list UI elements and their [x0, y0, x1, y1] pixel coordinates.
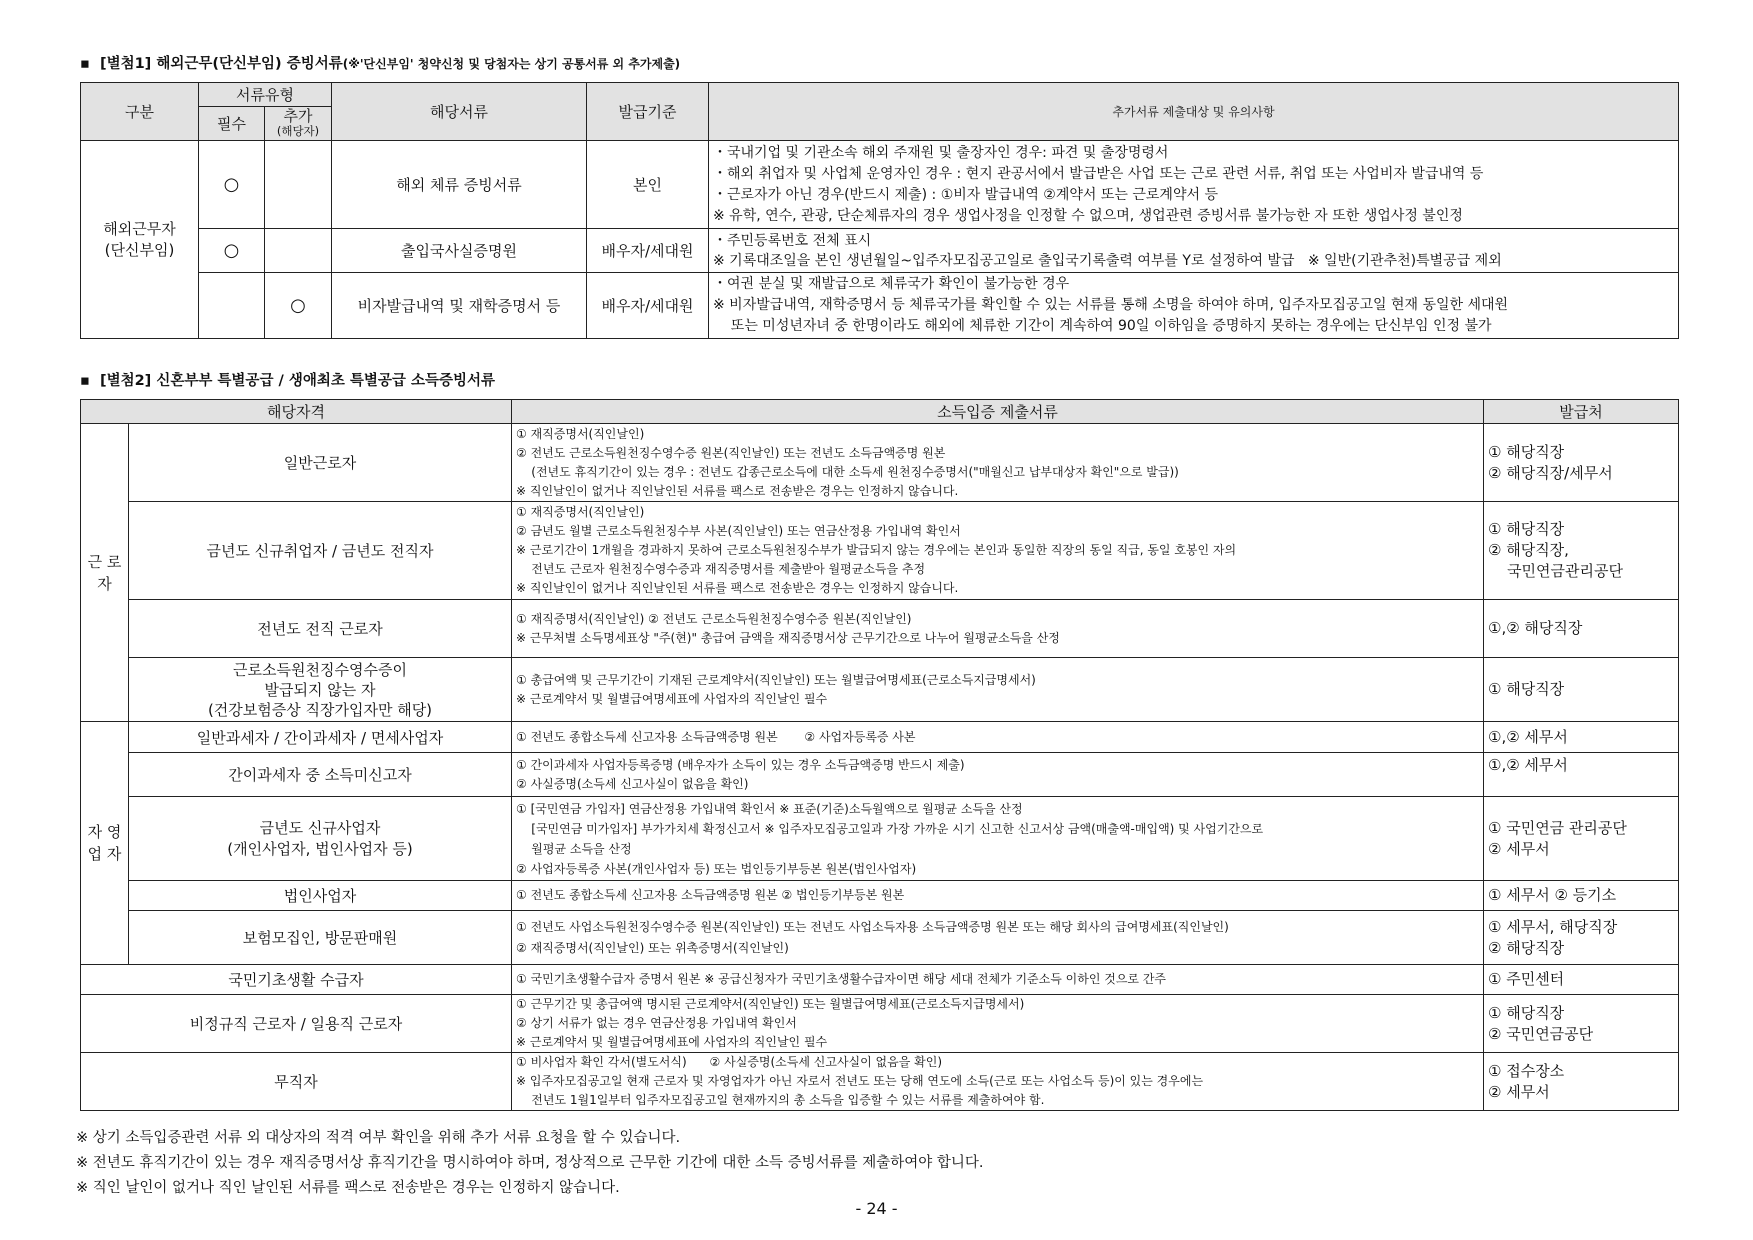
row2-additional [265, 229, 332, 273]
row2-document: 출입국사실증명원 [332, 229, 587, 273]
group-self-employed: 자 영 업 자 [81, 722, 129, 965]
row3-required [199, 273, 265, 339]
issuer-prev-year-transfer: ①,② 해당직장 [1484, 600, 1679, 658]
docs-corporate: ① 전년도 종합소득세 신고자용 소득금액증명 원본 ② 법인등기부등본 원본 [512, 881, 1484, 911]
hdr-additional-sub: (해당자) [276, 123, 320, 138]
row1-document: 해외 체류 증빙서류 [332, 141, 587, 229]
qual-new-business: 금년도 신규사업자 (개인사업자, 법인사업자 등) [129, 797, 512, 881]
hdr-additional: 추가 (해당자) [265, 107, 332, 141]
qual-new-hire: 금년도 신규취업자 / 금년도 전직자 [129, 502, 512, 600]
issuer-basic-livelihood: ① 주민센터 [1484, 965, 1679, 995]
issuer-new-hire: ① 해당직장 ② 해당직장, 국민연금관리공단 [1484, 502, 1679, 600]
row3-document: 비자발급내역 및 재학증명서 등 [332, 273, 587, 339]
attach2-table [80, 399, 1679, 1111]
hdr-income-docs: 소득입증 제출서류 [512, 400, 1484, 424]
row3-basis: 배우자/세대원 [587, 273, 709, 339]
issuer-taxpayer: ①,② 세무서 [1484, 722, 1679, 753]
docs-regular-worker: ① 재직증명서(직인날인) ② 전년도 근로소득원천징수영수증 원본(직인날인) 또는 전년도 소득금액증명 원본 (전년도 휴직기간이 있는 경우 : 전년도 갑종근로소득에 대한 소득세 원천징수증명서("매월신고 납부대상자 확인"으로 발급)) ※ 직인날인이 없거나 직인날인된 서류를 팩스로 전송받은 경우는 인정하지 않습니다. [512, 424, 1484, 502]
hdr-category: 구분 [81, 83, 199, 141]
attach1-title: ▪ [별첨1] 해외근무(단신부임) 증빙서류(※'단신부임' 청약신청 및 당첨자는 상기 공통서류 외 추가제출) [80, 56, 681, 72]
qual-prev-year-transfer: 전년도 전직 근로자 [129, 600, 512, 658]
issuer-unemployed: ① 접수장소 ② 세무서 [1484, 1053, 1679, 1111]
hdr-document: 해당서류 [332, 83, 587, 141]
docs-new-hire: ① 재직증명서(직인날인) ② 금년도 월별 근로소득원천징수부 사본(직인날인) 또는 연금산정용 가입내역 확인서 ※ 근로기간이 1개월을 경과하지 못하여 근로소득원천징수부가 발급되지 않는 경우에는 본인과 동일한 직장의 동일 직급, 동일 호봉인 자의 전년도 근로자 원천징수영수증과 재직증명서를 제출받아 월평균소득을 추정 ※ 직인날인이 없거나 직인날인된 서류를 팩스로 전송받은 경우는 인정하지 않습니다. [512, 502, 1484, 600]
docs-unemployed: ① 비사업자 확인 각서(별도서식) ② 사실증명(소득세 신고사실이 없음을 확인) ※ 입주자모집공고일 현재 근로자 및 자영업자가 아닌 자로서 전년도 또는 당해 연도에 소득(근로 또는 사업소득 등)이 있는 경우에는 전년도 1월1일부터 입주자모집공고일 현재까지의 총 소득을 입증할 수 있는 서류를 제출하여야 함. [512, 1053, 1484, 1111]
footnote-3: ※ 직인 날인이 없거나 직인 날인된 서류를 팩스로 전송받은 경우는 인정하지 않습니다. [76, 1180, 620, 1196]
issuer-unreported: ①,② 세무서 [1484, 753, 1679, 797]
qual-unreported: 간이과세자 중 소득미신고자 [129, 753, 512, 797]
docs-new-business: ① [국민연금 가입자] 연금산정용 가입내역 확인서 ※ 표준(기준)소득월액으로 월평균 소득을 산정 [국민연금 미가입자] 부가가치세 확정신고서 ※ 입주자모집공고일과 가장 가까운 시기 신고한 신고서상 금액(매출액-매입액) 및 사업기간으로 월평균 소득을 산정 ② 사업자등록증 사본(개인사업자 등) 또는 법인등기부등본 원본(법인사업자) [512, 797, 1484, 881]
hdr-doc-type: 서류유형 [199, 83, 332, 107]
hdr-issuer: 발급처 [1484, 400, 1679, 424]
row2-notes: ・주민등록번호 전체 표시 ※ 기록대조일을 본인 생년월일~입주자모집공고일로 출입국기록출력 여부를 Y로 설정하여 발급 ※ 일반(기관추천)특별공급 제외 [709, 229, 1679, 273]
qual-no-withholding: 근로소득원천징수영수증이 발급되지 않는 자 (건강보험증상 직장가입자만 해당) [129, 658, 512, 722]
row1-notes: ・국내기업 및 기관소속 해외 주재원 및 출장자인 경우: 파견 및 출장명령서 ・해외 취업자 및 사업체 운영자인 경우 : 현지 관공서에서 발급받은 사업 또는 근로 관련 서류, 취업 또는 사업비자 발급내역 등 ・근로자가 아닌 경우(반드시 제출) : ①비자 발급내역 ②계약서 또는 근로계약서 등 ※ 유학, 연수, 관광, 단순체류자의 경우 생업사정을 인정할 수 없으며, 생업관련 증빙서류 불가능한 자 또한 생업사정 불인정 [709, 141, 1679, 229]
issuer-insurance-agent: ① 세무서, 해당직장 ② 해당직장 [1484, 911, 1679, 965]
docs-no-withholding: ① 총급여액 및 근무기간이 기재된 근로계약서(직인날인) 또는 월별급여명세표(근로소득지급명세서) ※ 근로계약서 및 월별급여명세표에 사업자의 직인날인 필수 [512, 658, 1484, 722]
footnote-1: ※ 상기 소득입증관련 서류 외 대상자의 적격 여부 확인을 위해 추가 서류 요청을 할 수 있습니다. [76, 1130, 681, 1146]
docs-nonregular: ① 근무기간 및 총급여액 명시된 근로계약서(직인날인) 또는 월별급여명세표(근로소득지급명세서) ② 상기 서류가 없는 경우 연금산정용 가입내역 확인서 ※ 근로계약서 및 월별급여명세표에 사업자의 직인날인 필수 [512, 995, 1484, 1053]
issuer-corporate: ① 세무서 ② 등기소 [1484, 881, 1679, 911]
qual-insurance-agent: 보험모집인, 방문판매원 [129, 911, 512, 965]
issuer-regular-worker: ① 해당직장 ② 해당직장/세무서 [1484, 424, 1679, 502]
row1-required: ○ [199, 141, 265, 229]
row3-additional: ○ [265, 273, 332, 339]
page-number: - 24 - [855, 1199, 898, 1218]
docs-prev-year-transfer: ① 재직증명서(직인날인) ② 전년도 근로소득원천징수영수증 원본(직인날인) ※ 근무처별 소득명세표상 "주(현)" 총급여 금액을 재직증명서상 근무기간으로 나누어 월평균소득을 산정 [512, 600, 1484, 658]
docs-unreported: ① 간이과세자 사업자등록증명 (배우자가 소득이 있는 경우 소득금액증명 반드시 제출) ② 사실증명(소득세 신고사실이 없음을 확인) [512, 753, 1484, 797]
row2-basis: 배우자/세대원 [587, 229, 709, 273]
row3-notes: ・여권 분실 및 재발급으로 체류국가 확인이 불가능한 경우 ※ 비자발급내역, 재학증명서 등 체류국가를 확인할 수 있는 서류를 통해 소명을 하여야 하며, 입주자모집공고일 현재 동일한 세대원 또는 미성년자녀 중 한명이라도 해외에 체류한 기간이 계속하여 90일 이하임을 증명하지 못하는 경우에는 단신부임 인정 불가 [709, 273, 1679, 339]
qual-taxpayer: 일반과세자 / 간이과세자 / 면세사업자 [129, 722, 512, 753]
row1-basis: 본인 [587, 141, 709, 229]
group-worker: 근 로 자 [81, 424, 129, 722]
qual-corporate: 법인사업자 [129, 881, 512, 911]
attach1-category: 해외근무자 (단신부임) [81, 141, 199, 339]
docs-basic-livelihood: ① 국민기초생활수급자 증명서 원본 ※ 공급신청자가 국민기초생활수급자이면 해당 세대 전체가 기준소득 이하인 것으로 간주 [512, 965, 1484, 995]
attach1-title-note: (※'단신부임' 청약신청 및 당첨자는 상기 공통서류 외 추가제출) [342, 57, 681, 71]
footnote-2: ※ 전년도 휴직기간이 있는 경우 재직증명서상 휴직기간을 명시하여야 하며, 정상적으로 근무한 기간에 대한 소득 증빙서류를 제출하여야 합니다. [76, 1155, 984, 1171]
row1-additional [265, 141, 332, 229]
issuer-new-business: ① 국민연금 관리공단 ② 세무서 [1484, 797, 1679, 881]
qual-basic-livelihood: 국민기초생활 수급자 [81, 965, 512, 995]
row2-required: ○ [199, 229, 265, 273]
docs-insurance-agent: ① 전년도 사업소득원천징수영수증 원본(직인날인) 또는 전년도 사업소득자용 소득금액증명 원본 또는 해당 회사의 급여명세표(직인날인) ② 재직증명서(직인날인) 또는 위촉증명서(직인날인) [512, 911, 1484, 965]
qual-nonregular: 비정규직 근로자 / 일용직 근로자 [81, 995, 512, 1053]
hdr-required: 필수 [199, 107, 265, 141]
issuer-nonregular: ① 해당직장 ② 국민연금공단 [1484, 995, 1679, 1053]
hdr-qualification: 해당자격 [81, 400, 512, 424]
attach1-table [80, 82, 1679, 339]
docs-taxpayer: ① 전년도 종합소득세 신고자용 소득금액증명 원본 ② 사업자등록증 사본 [512, 722, 1484, 753]
attach2-title: ▪ [별첨2] 신혼부부 특별공급 / 생애최초 특별공급 소득증빙서류 [80, 373, 496, 389]
qual-unemployed: 무직자 [81, 1053, 512, 1111]
issuer-no-withholding: ① 해당직장 [1484, 658, 1679, 722]
hdr-issuer-basis: 발급기준 [587, 83, 709, 141]
hdr-notes: 추가서류 제출대상 및 유의사항 [709, 83, 1679, 141]
qual-regular-worker: 일반근로자 [129, 424, 512, 502]
